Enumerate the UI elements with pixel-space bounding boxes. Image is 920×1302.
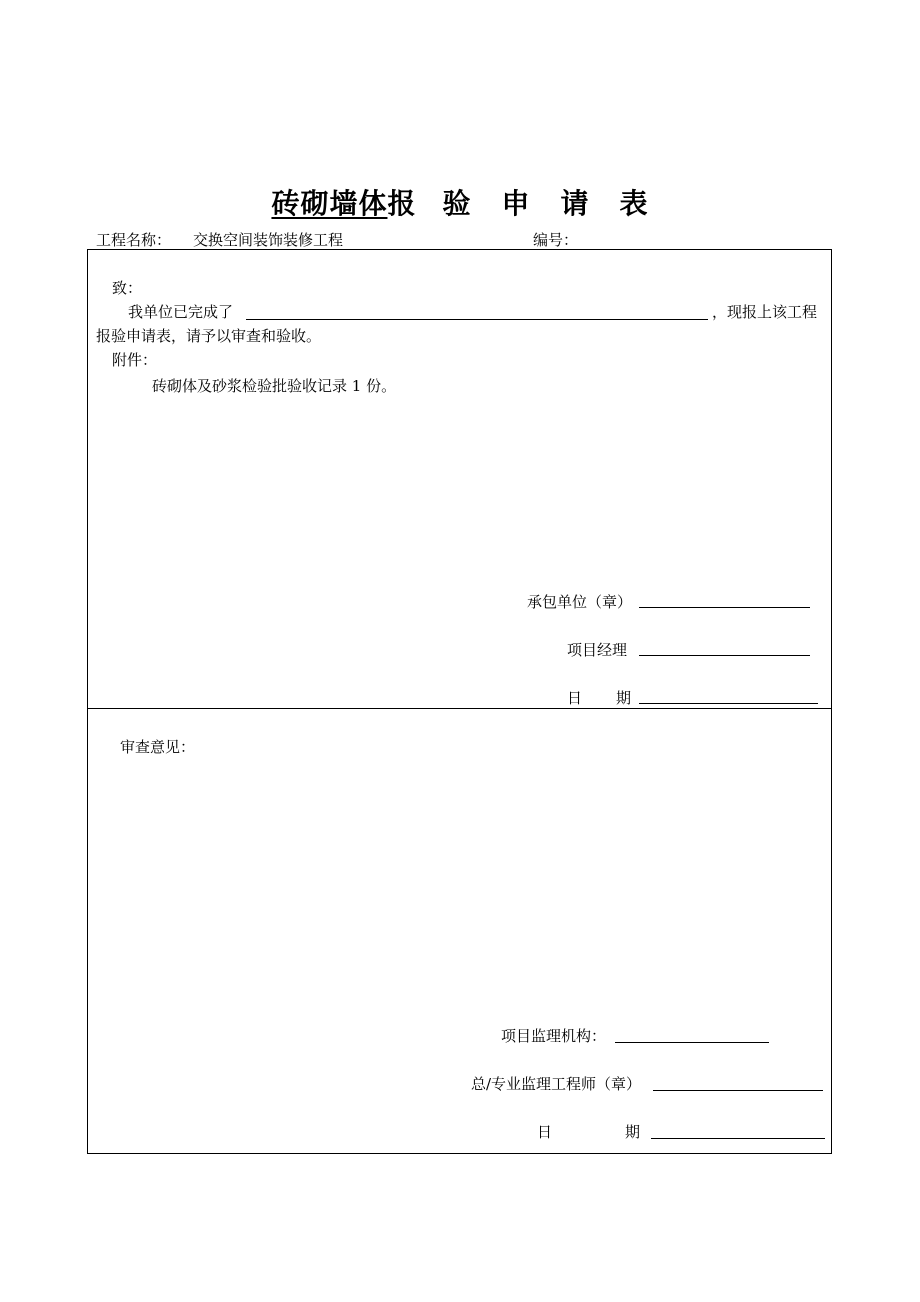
title-char: 申 — [501, 187, 531, 220]
review-date-label-char-1: 日 — [537, 1123, 553, 1141]
sentence-line-2: 报验申请表，请予以审查和验收。 — [96, 327, 322, 345]
project-name-value: 交换空间装饰装修工程 — [193, 231, 344, 249]
supervising-engineer-signature-field[interactable] — [653, 1090, 823, 1091]
review-date-label-char-2: 期 — [625, 1123, 641, 1141]
form-title — [0, 182, 920, 222]
title-char: 表 — [619, 187, 649, 220]
attachment-label: 附件： — [112, 351, 158, 369]
title-char: 验 — [442, 187, 472, 220]
completed-work-field[interactable] — [246, 319, 708, 320]
contractor-label: 承包单位（章） — [527, 593, 633, 611]
to-label: 致： — [112, 279, 143, 297]
supervising-engineer-label: 总/专业监理工程师（章） — [471, 1075, 642, 1093]
contractor-signature-field[interactable] — [639, 607, 810, 608]
title-underlined-part: 砖砌墙体 — [271, 187, 388, 220]
project-name-label: 工程名称： — [96, 231, 172, 249]
title-char: 请 — [560, 187, 590, 220]
manager-signature-field[interactable] — [639, 655, 810, 656]
number-label: 编号： — [533, 231, 579, 249]
application-date-field[interactable] — [639, 703, 818, 704]
attachment-item: 砖砌体及砂浆检验批验收记录 1 份。 — [152, 377, 397, 395]
title-part: 报 — [387, 187, 417, 220]
supervision-agency-field[interactable] — [615, 1042, 769, 1043]
supervision-agency-label: 项目监理机构： — [501, 1027, 607, 1045]
sentence-end: ，现报上该工程 — [712, 303, 818, 321]
review-opinion-label: 审查意见： — [120, 738, 196, 756]
date-label-char-2: 期 — [616, 689, 632, 707]
application-section — [87, 249, 832, 709]
date-label-char-1: 日 — [567, 689, 583, 707]
sentence-start: 我单位已完成了 — [128, 303, 234, 321]
review-section — [87, 708, 832, 1154]
manager-label: 项目经理 — [567, 641, 628, 659]
review-date-field[interactable] — [651, 1138, 825, 1139]
